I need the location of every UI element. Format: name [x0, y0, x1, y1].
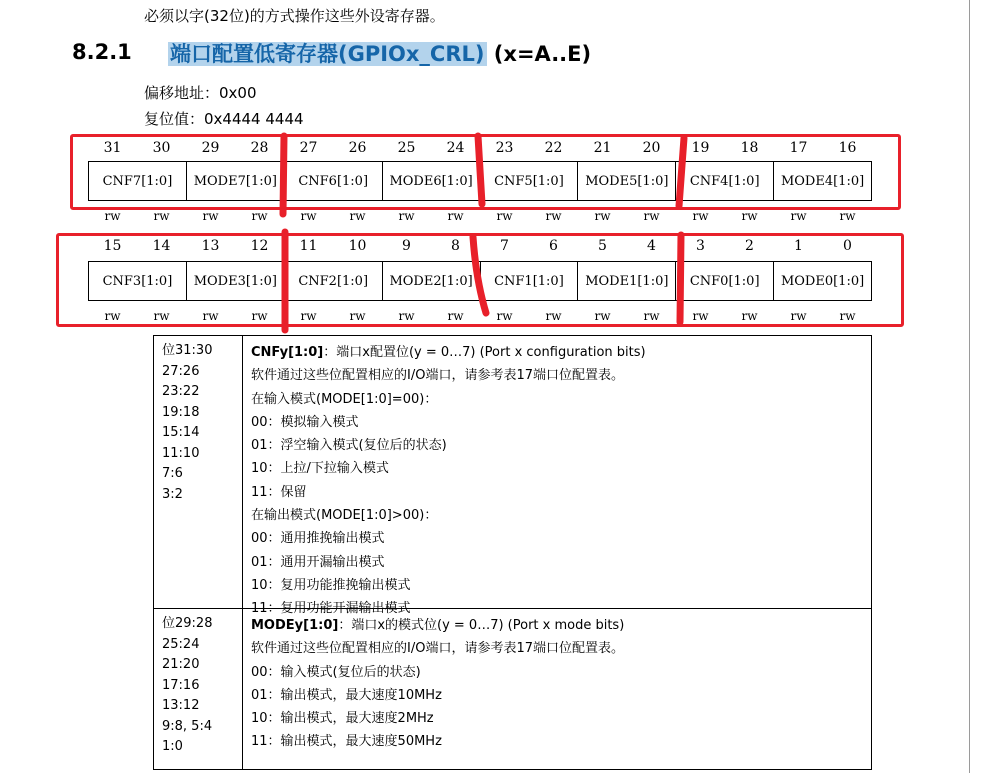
access-type: rw: [447, 309, 464, 323]
bit-number: 17: [789, 140, 808, 156]
bit-number: 23: [495, 140, 514, 156]
access-type: rw: [496, 309, 513, 323]
access-type: rw: [153, 209, 170, 223]
bit-number: 3: [696, 238, 705, 254]
access-type: rw: [643, 309, 660, 323]
register-field: CNF6[1:0]: [285, 162, 383, 200]
bit-number: 5: [598, 238, 607, 254]
bit-number: 28: [250, 140, 269, 156]
access-type: rw: [104, 309, 121, 323]
mode-name: MODEy[1:0]: [251, 618, 339, 633]
bit-number: 29: [201, 140, 220, 156]
register-field: CNF5[1:0]: [481, 162, 579, 200]
description-line: 01：输出模式，最大速度10MHz: [251, 687, 442, 703]
bit-number: 10: [348, 238, 367, 254]
bit-number: 31: [103, 140, 122, 156]
bit-number: 9: [402, 238, 411, 254]
page-edge-line: [969, 0, 970, 773]
bit-range: 23:22: [162, 384, 200, 399]
description-line: 10：复用功能推挽输出模式: [251, 577, 411, 593]
bit-number: 30: [152, 140, 171, 156]
bit-range: 位29:28: [162, 616, 213, 631]
stroke-high-1: [283, 136, 284, 214]
bit-range: 15:14: [162, 425, 200, 440]
description-line: 01：通用开漏输出模式: [251, 554, 385, 570]
register-field: MODE6[1:0]: [383, 162, 481, 200]
bit-range: 7:6: [162, 466, 183, 481]
access-type: rw: [104, 209, 121, 223]
bit-number: 8: [451, 238, 460, 254]
bit-number: 14: [152, 238, 171, 254]
access-type: rw: [202, 309, 219, 323]
access-type: rw: [594, 309, 611, 323]
bit-number: 21: [593, 140, 612, 156]
reset-value: 复位值：0x4444 4444: [144, 110, 304, 128]
register-field: CNF3[1:0]: [89, 262, 187, 300]
bit-number: 7: [500, 238, 509, 254]
bit-number: 25: [397, 140, 416, 156]
bit-number: 20: [642, 140, 661, 156]
bit-range: 9:8, 5:4: [162, 718, 213, 734]
bit-number: 15: [103, 238, 122, 254]
stroke-low-2: [473, 237, 486, 313]
bit-number: 18: [740, 140, 759, 156]
mode-description-row: [154, 609, 871, 769]
access-type: rw: [790, 309, 807, 323]
access-type: rw: [643, 209, 660, 223]
description-line: 软件通过这些位配置相应的I/O端口，请参考表17端口位配置表。: [251, 368, 624, 384]
bit-description-table: [153, 335, 872, 770]
bit-range: 11:10: [162, 445, 200, 461]
register-field: MODE2[1:0]: [383, 262, 481, 300]
bit-range: 19:18: [162, 404, 200, 420]
bit-number: 26: [348, 140, 367, 156]
mode-title: [251, 614, 863, 637]
cnf-title-rest: ：端口x配置位(y = 0…7) (Port x configuration bits): [323, 345, 646, 360]
register-field: CNF0[1:0]: [676, 262, 774, 300]
bit-number: 19: [691, 140, 710, 156]
register-field: CNF7[1:0]: [89, 162, 187, 200]
description-line: 11：复用功能开漏输出模式: [251, 601, 411, 617]
access-type: rw: [692, 309, 709, 323]
access-type: rw: [545, 309, 562, 323]
bit-number: 12: [250, 238, 269, 254]
access-type: rw: [251, 209, 268, 223]
offset-address: 偏移地址：0x00: [144, 84, 257, 102]
register-field: CNF1[1:0]: [481, 262, 579, 300]
bit-range: 13:12: [162, 698, 200, 713]
bit-number: 13: [201, 238, 220, 254]
access-type: rw: [545, 209, 562, 223]
register-field: MODE1[1:0]: [578, 262, 676, 300]
access-type: rw: [349, 209, 366, 223]
section-number: 8.2.1: [72, 40, 132, 64]
stroke-low-3: [680, 235, 681, 322]
description-line: 在输入模式(MODE[1:0]=00)：: [251, 391, 438, 407]
description-line: 10：输出模式，最大速度2MHz: [251, 711, 434, 727]
section-title-highlight: 端口配置低寄存器(GPIOx_CRL): [170, 42, 485, 66]
cnf-name: CNFy[1:0]: [251, 345, 324, 360]
access-type: rw: [839, 309, 856, 323]
access-type: rw: [692, 209, 709, 223]
mode-title-rest: ：端口x的模式位(y = 0…7) (Port x mode bits): [338, 618, 625, 633]
access-type: rw: [790, 209, 807, 223]
access-type: rw: [153, 309, 170, 323]
register-field: CNF4[1:0]: [676, 162, 774, 200]
register-field: MODE5[1:0]: [578, 162, 676, 200]
register-field: MODE4[1:0]: [780, 173, 865, 189]
access-type: rw: [398, 209, 415, 223]
bit-number: 1: [794, 238, 803, 254]
description-line: 在输出模式(MODE[1:0]>00)：: [251, 508, 438, 524]
access-type: rw: [741, 309, 758, 323]
mode-bit-list: [154, 609, 243, 769]
access-type: rw: [349, 309, 366, 323]
description-line: 11：保留: [251, 484, 307, 500]
description-line: 00：输入模式(复位后的状态): [251, 664, 421, 680]
cnf-bit-list: [154, 336, 243, 608]
bit-number: 6: [549, 238, 558, 254]
access-type: rw: [251, 309, 268, 323]
access-type: rw: [741, 209, 758, 223]
access-type: rw: [496, 209, 513, 223]
description-line: 11：输出模式，最大速度50MHz: [251, 734, 442, 750]
cnf-description-row: [154, 336, 871, 617]
description-line: 01：浮空输入模式(复位后的状态): [251, 438, 447, 454]
bit-range: 1:0: [162, 739, 183, 754]
mode-description: [243, 609, 871, 769]
bit-range: 25:24: [162, 636, 200, 652]
intro-text: 必须以字(32位)的方式操作这些外设寄存器。: [144, 7, 445, 25]
bit-range: 3:2: [162, 486, 183, 502]
register-field: MODE0[1:0]: [780, 273, 865, 289]
bit-number: 22: [544, 140, 563, 156]
bit-range: 21:20: [162, 657, 200, 672]
stroke-high-3: [679, 138, 684, 206]
register-field: MODE3[1:0]: [187, 262, 285, 300]
bit-number: 27: [299, 140, 318, 156]
bit-number: 0: [843, 238, 852, 254]
access-type: rw: [202, 209, 219, 223]
bit-number: 2: [745, 238, 754, 254]
bit-number: 11: [299, 238, 318, 254]
access-type: rw: [300, 309, 317, 323]
section-title-suffix: (x=A..E): [486, 42, 592, 66]
access-type: rw: [839, 209, 856, 223]
description-line: 00：模拟输入模式: [251, 414, 359, 430]
description-line: 00：通用推挽输出模式: [251, 531, 385, 547]
bit-number: 4: [647, 238, 656, 254]
access-type: rw: [398, 309, 415, 323]
bit-range: 27:26: [162, 363, 200, 379]
description-line: 10：上拉/下拉输入模式: [251, 461, 389, 477]
description-line: 软件通过这些位配置相应的I/O端口，请参考表17端口位配置表。: [251, 641, 624, 657]
bit-number: 24: [446, 140, 465, 156]
cnf-title: [251, 341, 863, 364]
bit-number: 16: [838, 140, 857, 156]
stroke-high-2: [478, 136, 482, 204]
access-type: rw: [300, 209, 317, 223]
cnf-description: [243, 336, 871, 617]
bit-range: 17:16: [162, 677, 200, 693]
access-type: rw: [594, 209, 611, 223]
register-field: MODE7[1:0]: [187, 162, 285, 200]
access-type: rw: [447, 209, 464, 223]
register-field: CNF2[1:0]: [285, 262, 383, 300]
bit-range: 位31:30: [162, 343, 213, 358]
